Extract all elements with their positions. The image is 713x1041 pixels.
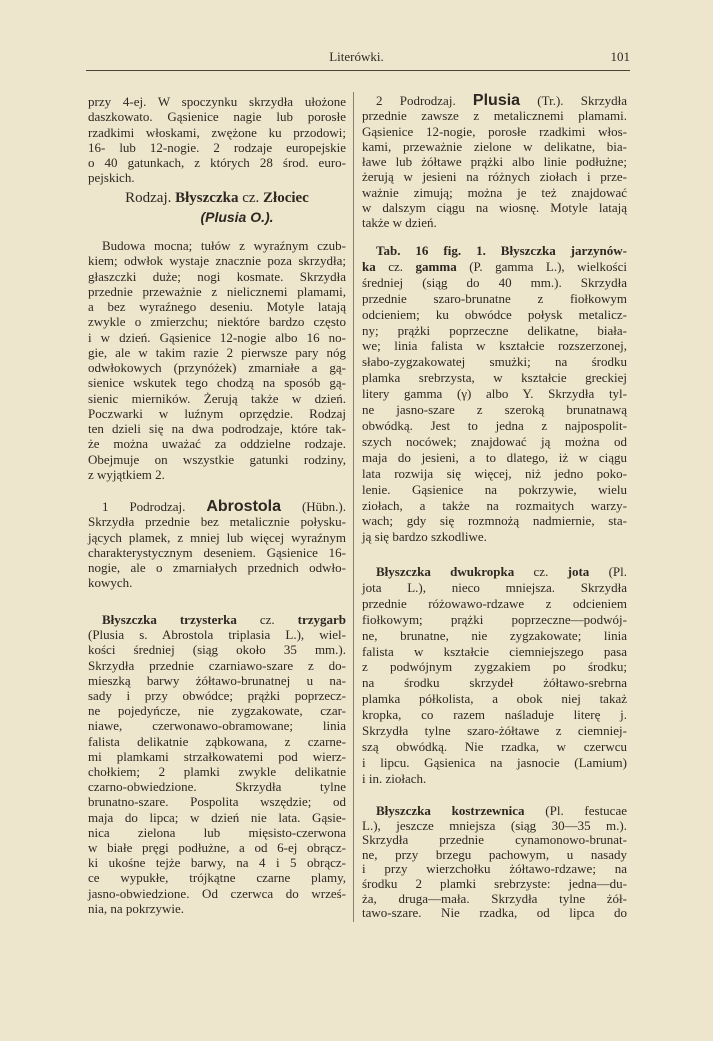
section-subheading: (Plusia O.). <box>200 209 274 225</box>
text-line: czarno-obwiedzione. Skrzydła tylne <box>88 779 346 795</box>
text-line: ce wypukłe, trójkątne czarne plamy, <box>88 870 346 886</box>
text-line: ważnie zimują; można je też znajdować <box>362 184 627 200</box>
text-line: Skrzydła przednie cynamonowo-brunat- <box>362 832 627 848</box>
text-line: ją się bardzo szkodliwe. <box>362 529 487 545</box>
text-line: Skrzydła przednie bez metalicznie połysku- <box>88 514 346 530</box>
text-line: o 40 gatunkach, z których 28 środ. euro- <box>88 155 346 171</box>
text-line: (Plusia s. Abrostola triplasia L.), wiel- <box>88 627 346 643</box>
paragraph <box>88 238 346 482</box>
text-line: kości średniej (siąg około 35 mm.). <box>88 642 346 658</box>
text-line: średniej (siąg do 40 mm.). Skrzydła <box>362 274 627 290</box>
text-line <box>362 243 627 259</box>
column-divider <box>353 92 354 922</box>
paragraph <box>362 243 627 545</box>
text-line: Skrzydła przednie czarniawo-szare z do- <box>88 657 346 673</box>
text-line: że można uważać za oddzielne rodzaje. <box>88 436 346 452</box>
text-run: (Tr.). Skrzydła <box>520 93 627 108</box>
text-line: także w dzień. <box>362 215 437 230</box>
text-line: pejskich. <box>88 170 135 186</box>
text-line: brunatno-szare. Pospolita wszędzie; od <box>88 794 346 810</box>
text-line: 16- lub 12-nogie. 2 rodzaje europejskie <box>88 139 346 155</box>
text-line: sienic mierników. Żerują także w dzień. <box>88 390 346 406</box>
text-line: sady i przy obwódce; prążki poprzecz- <box>88 688 346 704</box>
text-line: szych nocówek; znajdować ją można od <box>362 433 627 449</box>
text-line: ne jasno-szare z szeroką brunatnawą <box>362 402 627 418</box>
text-line: ki ukośne tejże barwy, na 4 i 5 obrącz- <box>88 855 346 871</box>
page-number: 101 <box>610 49 630 64</box>
text-line: mi plamkami strzałkowatemi pod wierz- <box>88 748 346 764</box>
emphasized-text: Abrostola <box>206 498 282 515</box>
text-line <box>362 804 627 819</box>
text-line: maja do jesieni, a to dlatego, iż w ciągu <box>362 449 627 465</box>
text-line: odwłokowych (przynóżek) zmarniałe a gą- <box>88 360 346 376</box>
text-line: przednie szaro-brunatne z fiołkowym <box>362 290 627 306</box>
text-line: ławe lub żółtawe prążki albo linie podłużne; <box>362 154 627 169</box>
text-line: mieszką barwy żółtawo-brunatnej u na- <box>88 672 346 688</box>
paragraph <box>362 564 627 787</box>
paragraph <box>362 93 627 230</box>
text-line <box>362 93 627 108</box>
text-line: ny; prążki poprzeczne delikatne, biała- <box>362 322 627 338</box>
text-run: cz. <box>375 258 416 274</box>
emphasized-text: Błyszczka <box>175 190 239 206</box>
text-line: kowych. <box>88 575 133 591</box>
text-line: środku 2 plamki srebrzyste: jedna—du- <box>362 875 627 891</box>
paragraph <box>362 804 627 921</box>
text-run: cz. <box>514 564 568 579</box>
text-line: w białe pręgi podłużne, a od 6-ej obrącz- <box>88 840 346 856</box>
text-run: (Hübn.). <box>281 499 346 514</box>
text-line: gie, ale w takim razie 2 pierwsze pary nóg <box>88 344 346 360</box>
emphasized-text: Tab. 16 fig. 1. Błyszczka jarzynów- <box>376 243 627 258</box>
text-line: przednie różowawo-rdzawe z odcieniem <box>362 595 627 611</box>
text-line: Skrzydła tylne szaro-żółtawe z ciemniej- <box>362 723 627 739</box>
text-line <box>88 612 346 627</box>
text-line: obwódką. Jest to jedna z najpospolit- <box>362 417 627 433</box>
text-run: cz. <box>238 190 264 206</box>
text-line: głaszczki duże; nogi kosmate. Skrzydła <box>88 268 346 284</box>
emphasized-text: ka <box>362 258 376 274</box>
paragraph <box>88 612 346 916</box>
text-run: cz. <box>236 612 298 627</box>
text-line: charakterystycznym deseniem. Gąsienice 16- <box>88 544 346 560</box>
text-run: Rodzaj. <box>125 190 176 206</box>
text-line: i lipcu. Gąsienica na jasnocie (Lamium) <box>362 754 627 770</box>
text-run: (Pl. <box>589 564 628 579</box>
text-line: szą obwódką. Nie rzadka, w czerwcu <box>362 738 627 754</box>
text-line: Gąsienice 12-nogie, porosłe rzadkimi włos- <box>362 123 627 139</box>
text-line: przednie zawsze z metalicznemi plamami. <box>362 108 627 124</box>
emphasized-text: Błyszczka trzysterka <box>102 612 237 627</box>
text-line <box>362 564 627 580</box>
text-line: maja do lipca; w dzień nie lata. Gąsie- <box>88 809 346 825</box>
text-line: i in. ziołach. <box>362 770 427 786</box>
emphasized-text: Błyszczka kostrzewnica <box>376 803 525 818</box>
text-line: plamka półkolista, a obok niej takaż <box>362 691 627 707</box>
text-line: Poczwarki w luźnym oprzędzie. Rodzaj <box>88 405 346 421</box>
emphasized-text: trzygarb <box>297 612 346 627</box>
text-line: Obejmuje on wszystkie gatunki rodziny, <box>88 451 346 467</box>
text-line: kropka, co razem naśladuje literę j. <box>362 707 627 723</box>
text-line: ża, druga—mała. Skrzydła tylne żół- <box>362 890 627 906</box>
text-line <box>88 499 346 514</box>
text-run: (Pl. festucae <box>524 803 627 818</box>
text-line: ziołach, a także na rozmaitych warzy- <box>362 497 627 513</box>
paragraph <box>88 94 346 186</box>
text-line: jących plamek, z mniej lub więcej wyraźnym <box>88 529 346 545</box>
text-line: ne, brunatne, nie zygzakowate; linia <box>362 627 627 643</box>
text-line: i przy wierzchołku żółtawo-rdzawe; na <box>362 861 627 877</box>
text-line: przednie przeważnie z nielicznemi plamami, <box>88 283 346 299</box>
text-line <box>362 259 627 275</box>
text-line: jota L.), nieco mniejsza. Skrzydła <box>362 579 627 595</box>
text-line: plamka srebrzysta, w kształcie greckiej <box>362 370 627 386</box>
text-line: kiem; odwłok wystaje znacznie poza skrzydła; <box>88 253 346 269</box>
text-line: niawe, czerwonawo-obramowane; linia <box>88 718 346 734</box>
emphasized-text: Plusia <box>472 92 521 109</box>
section-heading <box>88 190 346 207</box>
text-line: z wyjątkiem 2. <box>88 466 165 482</box>
emphasized-text: gamma <box>415 258 457 274</box>
text-line: nica zielona lub mięsisto-czerwona <box>88 824 346 840</box>
header-rule <box>86 70 630 71</box>
text-line: a bez wyraźnego deseniu. Motyle latają <box>88 299 346 315</box>
text-line: i w dzień. Gąsienice 12-nogie albo 16 no- <box>88 329 346 345</box>
text-line: żerują w jesieni na różnych ziołach i prze- <box>362 169 627 185</box>
running-header-title: Literówki. <box>329 49 384 64</box>
text-line: kami, przeważnie zielone w delikatne, bia- <box>362 138 627 154</box>
text-line: nia, na pokrzywie. <box>88 900 185 916</box>
text-line: L.), jeszcze mniejsza (siąg 30—35 m.). <box>362 817 627 833</box>
text-line: chołkiem; 2 plamki zwykle delikatnie <box>88 764 346 780</box>
emphasized-text: jota <box>567 564 590 579</box>
text-line: we; linia falista w kształcie rozszerzonej, <box>362 338 627 354</box>
text-line: tawo-szare. Nie rzadka, od lipca do <box>362 905 627 921</box>
emphasized-text: Błyszczka dwukropka <box>376 564 515 579</box>
text-line: ten dzieli się na dwa podrodzaje, które tak- <box>88 421 346 437</box>
text-line: z podwójnym zygzakiem po środku; <box>362 659 627 675</box>
text-line: ne pojedyńcze, nie zygzakowate, czar- <box>88 703 346 719</box>
text-line: daszkowato. Gąsienice nagie lub porosłe <box>88 109 346 125</box>
text-line: zwykle o zmierzchu; niektóre bardzo często <box>88 314 346 330</box>
text-line: lata rozwija się więcej, niż jedno poko- <box>362 465 627 481</box>
text-line: przy 4-ej. W spoczynku skrzydła ułożone <box>88 94 346 109</box>
text-run: (P. gamma L.), wielkości <box>456 258 627 274</box>
text-run: 1 Podrodzaj. <box>102 499 207 514</box>
text-line: Budowa mocna; tułów z wyraźnym czub- <box>102 238 346 253</box>
emphasized-text: Złociec <box>263 190 309 206</box>
text-line: rzadkimi włoskami, zwężone ku przodowi; <box>88 124 346 140</box>
text-line: sienice wskutek tego chodzą na sposób gą- <box>88 375 346 391</box>
text-line: nogie, ale o zmarniałych przednich odwło- <box>88 560 346 576</box>
text-line: w dalszym ciągu na wiosnę. Motyle latają <box>362 199 627 215</box>
text-line: jasno-obwiedzione. Od czerwca do wrześ- <box>88 885 346 901</box>
text-line: litery gamma (γ) albo Y. Skrzydła tyl- <box>362 386 627 402</box>
text-line: wach; gdy się rozmnożą nadmiernie, sta- <box>362 513 627 529</box>
text-line: fiołkowym; prążki poprzeczne—podwój- <box>362 611 627 627</box>
text-run: 2 Podrodzaj. <box>376 93 473 108</box>
text-line: odcieniem; ku obwódce połysk metalicz- <box>362 306 627 322</box>
text-line: lenie. Gąsienice na pokrzywie, wielu <box>362 481 627 497</box>
text-line: słabo-zygzakowatej smużki; na środku <box>362 354 627 370</box>
text-line: falista w kształcie ciemniejszego pasa <box>362 643 627 659</box>
text-line: ne, przy brzegu pachowym, u nasady <box>362 846 627 862</box>
text-line: na środku skrzydeł żółtawo-srebrna <box>362 675 627 691</box>
text-line: falista delikatnie ząbkowana, z czarne- <box>88 733 346 749</box>
paragraph <box>88 499 346 591</box>
